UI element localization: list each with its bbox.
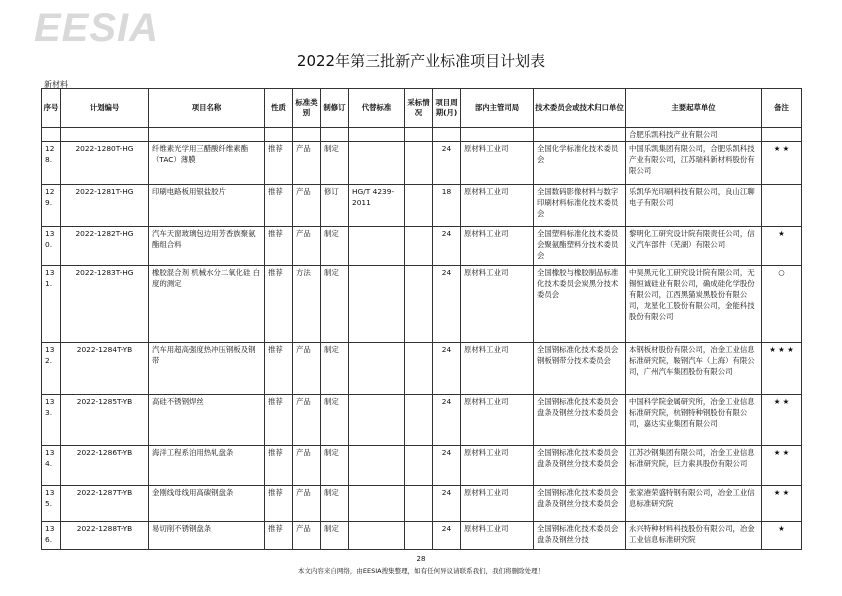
row-dept: 原材料工业司 [461, 522, 534, 550]
row-drafters: 张家港荣盛特钢有限公司，冶金工业信息标准研究院 [626, 486, 762, 522]
page-title: 2022年第三批新产业标准项目计划表 [296, 52, 546, 70]
row-category: 产品 [293, 343, 321, 395]
row-plan-number: 2022-1286T-YB [61, 446, 149, 486]
row-project-name: 印刷电路板用银盐胶片 [149, 185, 265, 227]
row-adopt [405, 185, 433, 227]
row-project-name: 高硅不锈钢焊丝 [149, 395, 265, 446]
table-row [42, 185, 802, 227]
row-category: 产品 [293, 486, 321, 522]
row-plan-number: 2022-1282T-HG [61, 227, 149, 266]
row-category: 方法 [293, 266, 321, 343]
row-project-name: 纤维素光学用三醋酸纤维素酯（TAC）薄膜 [149, 142, 265, 185]
row-project-name: 海洋工程系泊用热轧盘条 [149, 446, 265, 486]
row-committee: 全国钢标准化技术委员会盘条及钢丝分技术委员会 [534, 395, 626, 446]
row-category: 产品 [293, 522, 321, 550]
row-category: 产品 [293, 395, 321, 446]
row-revision: 制定 [321, 522, 349, 550]
row-adopt [405, 142, 433, 185]
row-adopt [405, 446, 433, 486]
header-project-name: 项目名称 [149, 89, 265, 128]
table-row [42, 343, 802, 395]
row-revision: 修订 [321, 185, 349, 227]
table-row [42, 142, 802, 185]
table-row [42, 227, 802, 266]
row-note: ★ [762, 227, 802, 266]
row-adopt [405, 227, 433, 266]
row-project-name: 金刚线母线用高碳钢盘条 [149, 486, 265, 522]
row-plan-number: 2022-1284T-YB [61, 343, 149, 395]
row-revision: 制定 [321, 266, 349, 343]
row-drafters: 中国科学院金属研究所，冶金工业信息标准研究院，杭钢特种钢股份有限公司，嘉达实业集团有限公司 [626, 395, 762, 446]
row-replace [349, 343, 405, 395]
row-project-name: 易切削不锈钢盘条 [149, 522, 265, 550]
row-plan-number: 2022-1287T-YB [61, 486, 149, 522]
row-dept: 原材料工业司 [461, 142, 534, 185]
row-nature: 推荐 [265, 185, 293, 227]
row-nature: 推荐 [265, 522, 293, 550]
header-revision: 制修订 [321, 89, 349, 128]
header-plan-number: 计划编号 [61, 89, 149, 128]
row-dept: 原材料工业司 [461, 395, 534, 446]
row-nature: 推荐 [265, 266, 293, 343]
row-committee: 全国数码影像材料与数字印刷材料标准化技术委员会 [534, 185, 626, 227]
table-row [42, 395, 802, 446]
row-no: 131. [42, 266, 61, 343]
row-project-name: 汽车用超高强度热冲压钢板及钢带 [149, 343, 265, 395]
row-drafters: 乐凯华光印刷科技有限公司，良山江聊电子有限公司 [626, 185, 762, 227]
row-replace [349, 522, 405, 550]
row-revision: 制定 [321, 395, 349, 446]
row-nature: 推荐 [265, 446, 293, 486]
row-project-name: 汽车天窗玻璃包边用芳香族聚氨酯组合料 [149, 227, 265, 266]
row-revision: 制定 [321, 343, 349, 395]
table-row-continuation [42, 128, 802, 142]
table-row [42, 522, 802, 550]
row-no: 134. [42, 446, 61, 486]
row-period: 24 [433, 522, 461, 550]
row-replace [349, 395, 405, 446]
row-drafters: 永兴特种材料科技股份有限公司，冶金工业信息标准研究院 [626, 522, 762, 550]
table-row [42, 446, 802, 486]
row-committee: 全国化学标准化技术委员会 [534, 142, 626, 185]
row-note: ★ ★ [762, 446, 802, 486]
row-revision: 制定 [321, 227, 349, 266]
row-revision: 制定 [321, 446, 349, 486]
header-nature: 性质 [265, 89, 293, 128]
row-period: 24 [433, 266, 461, 343]
row-replace [349, 227, 405, 266]
row-dept: 原材料工业司 [461, 343, 534, 395]
drafters-cell: 合肥乐凯科技产业有限公司 [626, 128, 762, 142]
row-drafters: 黎明化工研究设计院有限责任公司，信义汽车部件（芜湖）有限公司 [626, 227, 762, 266]
row-category: 产品 [293, 142, 321, 185]
row-nature: 推荐 [265, 395, 293, 446]
row-period: 24 [433, 395, 461, 446]
row-revision: 制定 [321, 486, 349, 522]
row-nature: 推荐 [265, 343, 293, 395]
table-row [42, 266, 802, 343]
footer-note: 本文内容来自网络，由EESIA搜集整理，如有任何异议请联系我们，我们将删除处理！ [297, 567, 545, 575]
row-note: ★ ★ [762, 142, 802, 185]
row-drafters: 本钢板材股份有限公司，冶金工业信息标准研究院，鞍钢汽车（上海）有限公司，广州汽车集团股份有限公司 [626, 343, 762, 395]
row-replace [349, 446, 405, 486]
row-replace [349, 142, 405, 185]
row-nature: 推荐 [265, 142, 293, 185]
row-period: 24 [433, 446, 461, 486]
row-plan-number: 2022-1285T-YB [61, 395, 149, 446]
row-note [762, 185, 802, 227]
row-nature: 推荐 [265, 227, 293, 266]
section-label: 新材料 [44, 80, 68, 89]
table-row [42, 486, 802, 522]
row-drafters: 中昊黑元化工研究设计院有限公司，无锡恒诚硅业有限公司，确成硅化学股份有限公司，江西黑猫炭黑股份有限公司，龙星化工股份有限公司，金能科技股份有限公司 [626, 266, 762, 343]
row-replace: HG/T 4239-2011 [349, 185, 405, 227]
row-committee: 全国钢标准化技术委员会盘条及钢丝分技 [534, 522, 626, 550]
row-category: 产品 [293, 185, 321, 227]
row-note: ★ [762, 522, 802, 550]
row-period: 24 [433, 227, 461, 266]
row-committee: 全国钢标准化技术委员会盘条及钢丝分技术委员会 [534, 446, 626, 486]
row-committee: 全国塑料标准化技术委员会聚氨酯塑料分技术委员会 [534, 227, 626, 266]
row-adopt [405, 522, 433, 550]
row-no: 130. [42, 227, 61, 266]
row-plan-number: 2022-1281T-HG [61, 185, 149, 227]
header-category: 标准类别 [293, 89, 321, 128]
header-drafters: 主要起草单位 [626, 89, 762, 128]
header-adopt: 采标情况 [405, 89, 433, 128]
eesia-logo-watermark: EESIA [34, 6, 160, 50]
table-header-row [42, 89, 802, 128]
row-committee: 全国钢标准化技术委员会钢板钢带分技术委员会 [534, 343, 626, 395]
row-dept: 原材料工业司 [461, 227, 534, 266]
standards-plan-table [41, 88, 802, 550]
header-no: 序号 [42, 89, 61, 128]
row-committee: 全国橡胶与橡胶制品标准化技术委员会炭黑分技术委员会 [534, 266, 626, 343]
row-dept: 原材料工业司 [461, 185, 534, 227]
row-dept: 原材料工业司 [461, 446, 534, 486]
row-period: 24 [433, 343, 461, 395]
header-note: 备注 [762, 89, 802, 128]
row-note: ★ ★ [762, 395, 802, 446]
row-no: 128. [42, 142, 61, 185]
row-no: 135. [42, 486, 61, 522]
row-replace [349, 486, 405, 522]
row-plan-number: 2022-1280T-HG [61, 142, 149, 185]
row-adopt [405, 486, 433, 522]
row-no: 132. [42, 343, 61, 395]
row-note: ★ ★ ★ [762, 343, 802, 395]
row-period: 18 [433, 185, 461, 227]
row-category: 产品 [293, 227, 321, 266]
row-no: 133. [42, 395, 61, 446]
row-nature: 推荐 [265, 486, 293, 522]
row-dept: 原材料工业司 [461, 486, 534, 522]
row-drafters: 中国乐凯集团有限公司，合肥乐凯科技产业有限公司，江苏瑞科新材料股份有限公司 [626, 142, 762, 185]
row-dept: 原材料工业司 [461, 266, 534, 343]
row-no: 136. [42, 522, 61, 550]
header-period: 项目周期(月) [433, 89, 461, 128]
row-no: 129. [42, 185, 61, 227]
row-period: 24 [433, 486, 461, 522]
header-committee: 技术委员会或技术归口单位 [534, 89, 626, 128]
row-period: 24 [433, 142, 461, 185]
row-adopt [405, 395, 433, 446]
row-adopt [405, 266, 433, 343]
row-adopt [405, 343, 433, 395]
row-revision: 制定 [321, 142, 349, 185]
row-plan-number: 2022-1283T-HG [61, 266, 149, 343]
row-committee: 全国钢标准化技术委员会盘条及钢丝分技术委员会 [534, 486, 626, 522]
row-note: ★ ★ [762, 486, 802, 522]
row-category: 产品 [293, 446, 321, 486]
row-replace [349, 266, 405, 343]
row-project-name: 橡胶混合剂 机械水分二氧化硅 白度的测定 [149, 266, 265, 343]
page-number: 28 [416, 555, 426, 563]
header-replace: 代替标准 [349, 89, 405, 128]
row-plan-number: 2022-1288T-YB [61, 522, 149, 550]
header-dept: 部内主管司局 [461, 89, 534, 128]
row-drafters: 江苏沙钢集团有限公司，冶金工业信息标准研究院，巨力索具股份有限公司 [626, 446, 762, 486]
row-note: ○ [762, 266, 802, 343]
